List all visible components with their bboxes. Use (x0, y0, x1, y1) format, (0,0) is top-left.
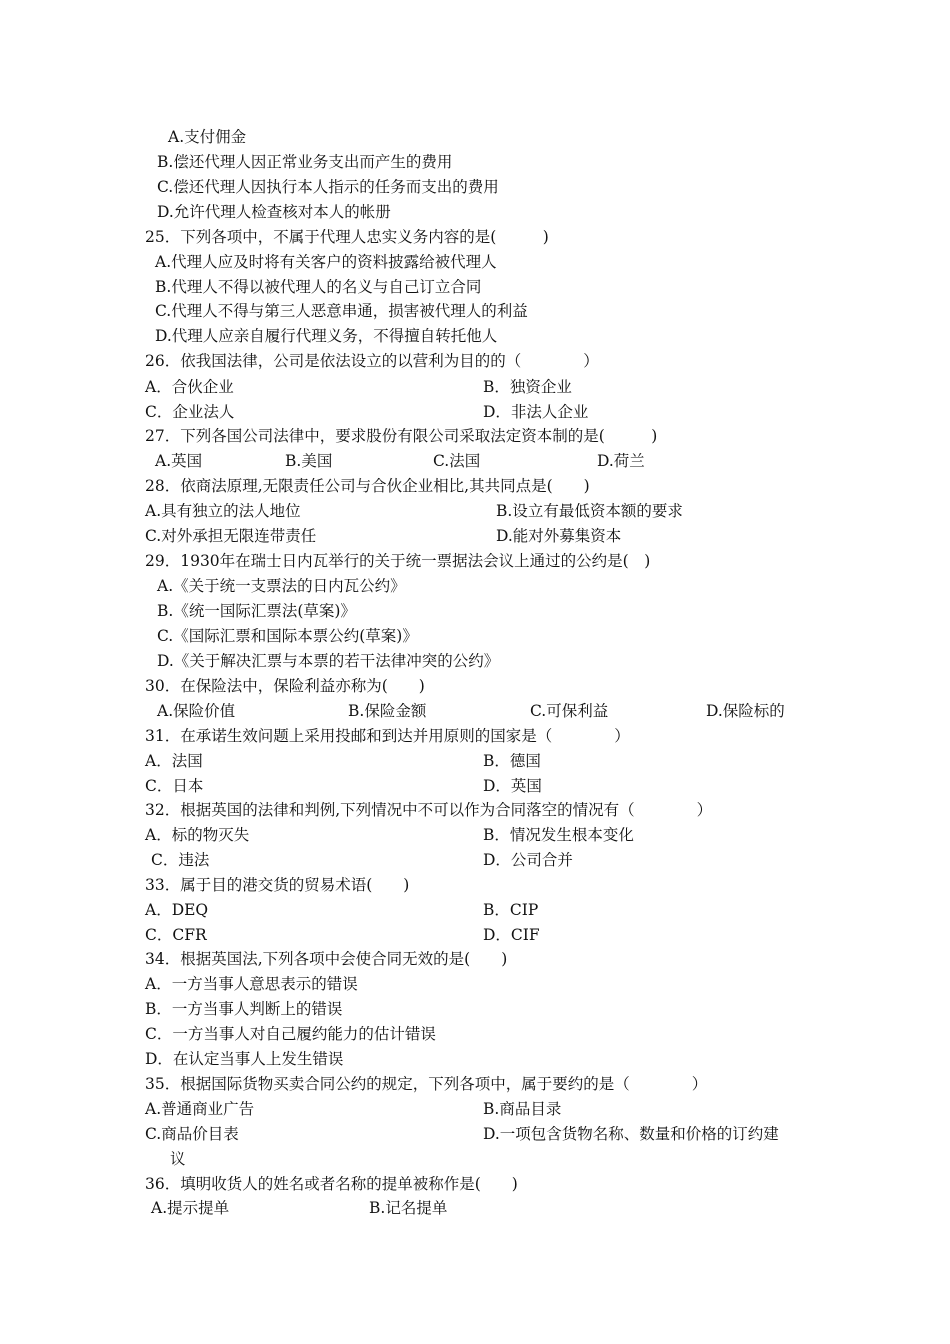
option-35-b: B.商品目录 (483, 1100, 562, 1118)
option-34-a: A．一方当事人意思表示的错误 (145, 975, 358, 993)
option-36-b: B.记名提单 (369, 1199, 448, 1217)
option-32-b: B．情况发生根本变化 (483, 826, 634, 844)
question-36: 36．填明收货人的姓名或者名称的提单被称作是( ) (145, 1175, 518, 1193)
option-29-d: D.《关于解决汇票与本票的若干法律冲突的公约》 (157, 652, 500, 670)
question-33: 33．属于目的港交货的贸易术语( ) (145, 876, 410, 894)
question-27: 27．下列各国公司法律中，要求股份有限公司采取法定资本制的是( ) (145, 427, 658, 445)
option-33-a: A．DEQ (145, 901, 209, 919)
option-30-b: B.保险金额 (348, 702, 427, 720)
option-25-c: C.代理人不得与第三人恶意串通，损害被代理人的利益 (155, 302, 528, 320)
option-35-d: D.一项包含货物名称、数量和价格的订约建 (483, 1125, 779, 1143)
option-35-d-continued: 议 (170, 1150, 186, 1168)
question-32: 32．根据英国的法律和判例,下列情况中不可以作为合同落空的情况有（ ） (145, 801, 713, 819)
option-34-c: C．一方当事人对自己履约能力的估计错误 (145, 1025, 436, 1043)
option-24-d: D.允许代理人检查核对本人的帐册 (157, 203, 391, 221)
option-28-a: A.具有独立的法人地位 (145, 502, 301, 520)
option-33-d: D．CIF (483, 926, 540, 944)
question-29: 29．1930年在瑞士日内瓦举行的关于统一票据法会议上通过的公约是( ) (145, 552, 651, 570)
option-31-c: C．日本 (145, 777, 204, 795)
question-31: 31．在承诺生效问题上采用投邮和到达并用原则的国家是（ ） (145, 727, 630, 745)
option-29-c: C.《国际汇票和国际本票公约(草案)》 (157, 627, 418, 645)
option-28-b: B.设立有最低资本额的要求 (496, 502, 683, 520)
question-35: 35．根据国际货物买卖合同公约的规定，下列各项中，属于要约的是（ ） (145, 1075, 708, 1093)
question-34: 34．根据英国法,下列各项中会使合同无效的是( ) (145, 950, 508, 968)
option-26-a: A．合伙企业 (145, 378, 234, 396)
option-24-c: C.偿还代理人因执行本人指示的任务而支出的费用 (157, 178, 499, 196)
option-24-b: B.偿还代理人因正常业务支出而产生的费用 (157, 153, 453, 171)
option-28-d: D.能对外募集资本 (496, 527, 622, 545)
option-26-b: B．独资企业 (483, 378, 572, 396)
option-26-c: C．企业法人 (145, 403, 235, 421)
option-31-a: A．法国 (145, 752, 203, 770)
option-27-a: A.英国 (155, 452, 203, 470)
question-30: 30．在保险法中，保险利益亦称为( ) (145, 677, 425, 695)
option-26-d: D．非法人企业 (483, 403, 589, 421)
option-34-b: B．一方当事人判断上的错误 (145, 1000, 343, 1018)
option-36-a: A.提示提单 (151, 1199, 230, 1217)
option-30-a: A.保险价值 (157, 702, 236, 720)
option-29-b: B.《统一国际汇票法(草案)》 (157, 602, 356, 620)
option-33-c: C．CFR (145, 926, 207, 944)
option-27-c: C.法国 (433, 452, 481, 470)
option-33-b: B．CIP (483, 901, 539, 919)
question-26: 26．依我国法律，公司是依法设立的以营利为目的的（ ） (145, 352, 599, 370)
option-25-b: B.代理人不得以被代理人的名义与自己订立合同 (155, 278, 482, 296)
option-31-d: D．英国 (483, 777, 542, 795)
option-29-a: A.《关于统一支票法的日内瓦公约》 (157, 577, 406, 595)
option-27-d: D.荷兰 (597, 452, 645, 470)
question-28: 28．依商法原理,无限责任公司与合伙企业相比,其共同点是( ) (145, 477, 590, 495)
option-35-c: C.商品价目表 (145, 1125, 239, 1143)
option-25-a: A.代理人应及时将有关客户的资料披露给被代理人 (155, 253, 497, 271)
option-35-a: A.普通商业广告 (145, 1100, 255, 1118)
option-34-d: D．在认定当事人上发生错误 (145, 1050, 344, 1068)
option-30-c: C.可保利益 (530, 702, 609, 720)
option-32-a: A．标的物灭失 (145, 826, 250, 844)
question-25: 25．下列各项中，不属于代理人忠实义务内容的是( ) (145, 228, 549, 246)
option-27-b: B.美国 (285, 452, 333, 470)
option-28-c: C.对外承担无限连带责任 (145, 527, 317, 545)
option-25-d: D.代理人应亲自履行代理义务，不得擅自转托他人 (155, 327, 498, 345)
option-30-d: D.保险标的 (706, 702, 785, 720)
option-32-c: C．违法 (151, 851, 210, 869)
option-31-b: B．德国 (483, 752, 541, 770)
option-32-d: D．公司合并 (483, 851, 573, 869)
option-24-a: A.支付佣金 (168, 128, 247, 146)
